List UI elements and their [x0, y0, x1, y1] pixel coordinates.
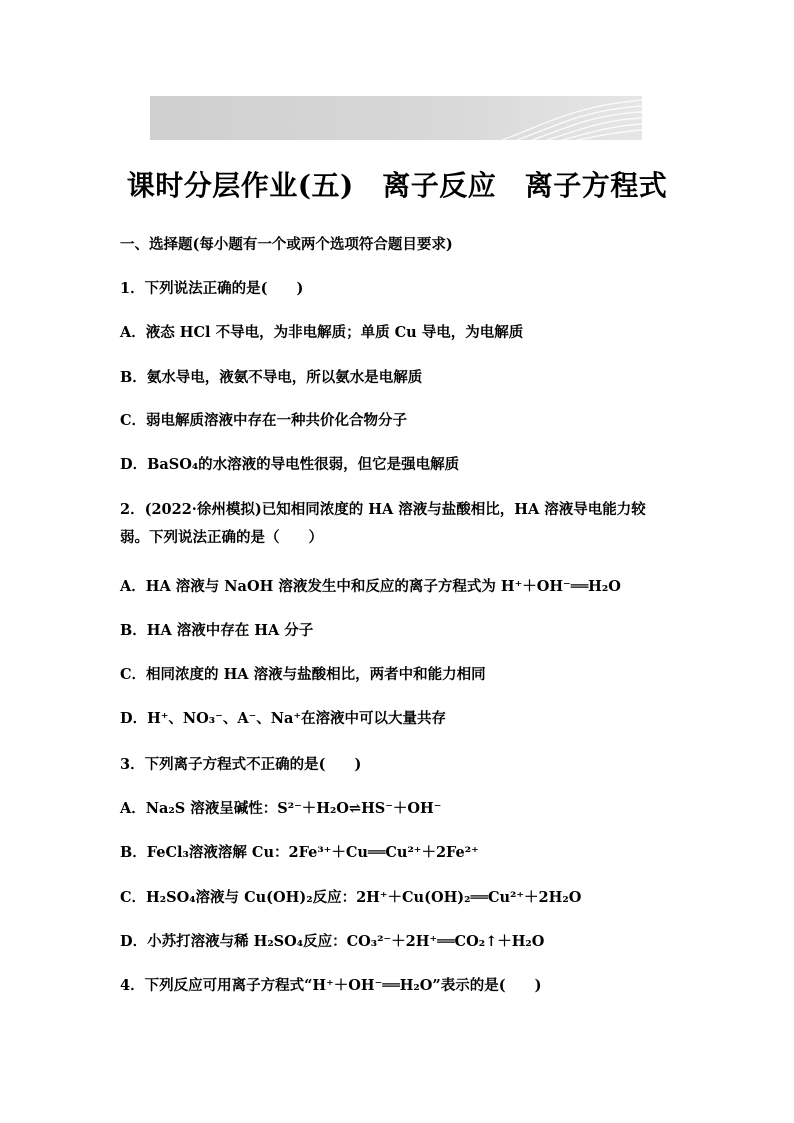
- question-2: 2．(2022·徐州模拟)已知相同浓度的 HA 溶液与盐酸相比，HA 溶液导电能力较: [120, 501, 646, 518]
- q3-option-c: C．H₂SO₄溶液与 Cu(OH)₂反应：2H⁺＋Cu(OH)₂══Cu²⁺＋2H₂O: [120, 889, 582, 906]
- q3-option-b: B．FeCl₃溶液溶解 Cu：2Fe³⁺＋Cu══Cu²⁺＋2Fe²⁺: [120, 844, 479, 861]
- q1-option-d: D．BaSO₄的水溶液的导电性很弱，但它是强电解质: [120, 456, 460, 473]
- q1-option-a: A．液态 HCl 不导电，为非电解质；单质 Cu 导电，为电解质: [120, 324, 524, 341]
- banner-wave-decoration: [482, 96, 642, 140]
- q3-option-d: D．小苏打溶液与稀 H₂SO₄反应：CO₃²⁻＋2H⁺══CO₂↑＋H₂O: [120, 933, 545, 950]
- header-banner: [150, 96, 642, 140]
- q2-option-d: D．H⁺、NO₃⁻、A⁻、Na⁺在溶液中可以大量共存: [120, 710, 447, 727]
- q1-option-c: C．弱电解质溶液中存在一种共价化合物分子: [120, 412, 408, 429]
- question-1: 1．下列说法正确的是( ): [120, 280, 304, 297]
- q2-option-a: A．HA 溶液与 NaOH 溶液发生中和反应的离子方程式为 H⁺＋OH⁻══H₂O: [120, 578, 621, 595]
- q2-option-b: B．HA 溶液中存在 HA 分子: [120, 622, 314, 639]
- question-4: 4．下列反应可用离子方程式“H⁺＋OH⁻══H₂O”表示的是( ): [120, 977, 542, 994]
- question-3: 3．下列离子方程式不正确的是( ): [120, 756, 362, 773]
- q3-option-a: A．Na₂S 溶液呈碱性：S²⁻＋H₂O⇌HS⁻＋OH⁻: [120, 800, 442, 817]
- q2-option-c: C．相同浓度的 HA 溶液与盐酸相比，两者中和能力相同: [120, 666, 486, 683]
- page-title: 课时分层作业(五) 离子反应 离子方程式: [126, 169, 668, 202]
- section-heading: 一、选择题(每小题有一个或两个选项符合题目要求): [120, 236, 453, 253]
- question-2-cont: 弱。下列说法正确的是（ ）: [120, 529, 323, 546]
- q1-option-b: B．氨水导电，液氨不导电，所以氨水是电解质: [120, 369, 423, 386]
